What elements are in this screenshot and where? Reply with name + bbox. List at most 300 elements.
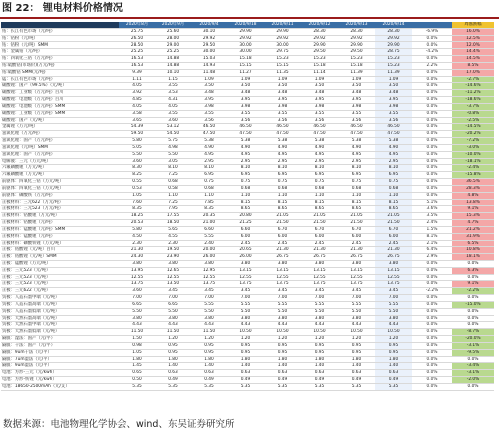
- price-cell: 2.45: [227, 240, 264, 247]
- table-row: [1, 363, 494, 370]
- price-cell: 28.30: [301, 28, 338, 35]
- week-change-cell: 0.0%: [412, 151, 452, 158]
- table-row: [1, 336, 494, 343]
- price-cell: 8.65: [227, 206, 264, 213]
- price-cell: 53.12: [155, 124, 191, 131]
- header-cell: 2020/9/12: [301, 22, 338, 28]
- row-label: 负极：天然石墨中端（元/吨）: [1, 322, 119, 329]
- ytd-change-cell: 10.8%: [452, 247, 494, 254]
- week-change-cell: 0.0%: [412, 274, 452, 281]
- price-cell: 29.92: [227, 35, 264, 42]
- price-cell: 1.50: [119, 336, 155, 343]
- row-label: 碳酸锂：电池级（万元/吨）百川: [1, 97, 119, 104]
- week-change-cell: 0.0%: [412, 356, 452, 363]
- price-cell: 13.95: [119, 267, 155, 274]
- row-label: 氢氧化锂（元/吨）SMM: [1, 144, 119, 151]
- ytd-change-cell: -2.0%: [452, 377, 494, 384]
- price-cell: 0.95: [338, 349, 375, 356]
- price-cell: 0.95: [301, 342, 338, 349]
- price-cell: 29.50: [301, 49, 338, 56]
- price-cell: 12.55: [301, 274, 338, 281]
- price-cell: 1.15: [155, 76, 191, 83]
- price-cell: 3.80: [338, 260, 375, 267]
- price-cell: 3.58: [119, 110, 155, 117]
- price-cell: 20.53: [119, 220, 155, 227]
- row-label: 氢氧化锂：国产（万元/吨）: [1, 151, 119, 158]
- price-cell: 3.92: [119, 90, 155, 97]
- price-cell: 1.40: [264, 363, 301, 370]
- price-cell: 15.23: [375, 62, 412, 69]
- price-cell: 11.39: [338, 69, 375, 76]
- price-cell: 5.38: [375, 138, 412, 145]
- price-cell: 5.55: [191, 233, 227, 240]
- ytd-change-cell: 13.8%: [452, 199, 494, 206]
- price-cell: 3.95: [375, 97, 412, 104]
- ytd-change-cell: -9.5%: [452, 349, 494, 356]
- price-cell: 0.49: [264, 377, 301, 384]
- price-cell: 4.31: [155, 97, 191, 104]
- price-cell: 5.50: [227, 308, 264, 315]
- price-cell: 3.56: [338, 117, 375, 124]
- price-cell: 6.95: [264, 172, 301, 179]
- price-cell: 13.50: [155, 281, 191, 288]
- ytd-change-cell: 0.0%: [452, 260, 494, 267]
- price-cell: 2.95: [227, 158, 264, 165]
- price-cell: 4.50: [119, 233, 155, 240]
- price-cell: 1.09: [375, 76, 412, 83]
- price-cell: 8.10: [301, 165, 338, 172]
- ytd-change-cell: -15.8%: [452, 172, 494, 179]
- price-cell: 4.95: [301, 151, 338, 158]
- price-cell: 8.65: [375, 206, 412, 213]
- table-row: [1, 240, 494, 247]
- price-table: [1, 22, 494, 391]
- price-cell: 3.48: [227, 90, 264, 97]
- price-cell: 0.75: [338, 179, 375, 186]
- price-cell: 7.25: [155, 172, 191, 179]
- price-cell: 15.23: [301, 56, 338, 63]
- table-row: [1, 124, 494, 131]
- ytd-change-cell: 0.0%: [452, 383, 494, 390]
- price-cell: 5.38: [191, 138, 227, 145]
- price-cell: 15.23: [338, 56, 375, 63]
- price-cell: 11.27: [227, 69, 264, 76]
- ytd-change-cell: -18.6%: [452, 97, 494, 104]
- price-cell: 1.80: [264, 356, 301, 363]
- price-cell: 7.00: [119, 295, 155, 302]
- table-row: [1, 288, 494, 295]
- price-cell: 21.05: [338, 213, 375, 220]
- price-cell: 4.95: [227, 151, 264, 158]
- price-cell: 7.00: [375, 295, 412, 302]
- price-cell: 1.20: [338, 336, 375, 343]
- price-cell: 3.56: [264, 117, 301, 124]
- price-cell: 4.95: [375, 151, 412, 158]
- price-cell: 0.75: [375, 179, 412, 186]
- price-cell: 12.55: [119, 274, 155, 281]
- week-change-cell: 5.1%: [412, 199, 452, 206]
- price-cell: 4.43: [338, 322, 375, 329]
- table-row: [1, 192, 494, 199]
- price-cell: 18.50: [155, 220, 191, 227]
- price-cell: 6.70: [264, 226, 301, 233]
- ytd-change-cell: 9.1%: [452, 206, 494, 213]
- price-cell: 5.50: [375, 308, 412, 315]
- row-label: 隔膜：干法：国产（元/平）: [1, 342, 119, 349]
- table-row: [1, 117, 494, 124]
- price-cell: 26.50: [119, 35, 155, 42]
- week-change-cell: 0.0%: [412, 97, 452, 104]
- ytd-change-cell: 31.9%: [452, 233, 494, 240]
- price-cell: 13.15: [264, 267, 301, 274]
- table-row: [1, 260, 494, 267]
- price-cell: 6.95: [375, 172, 412, 179]
- price-cell: 5.38: [301, 138, 338, 145]
- price-cell: 4.43: [227, 322, 264, 329]
- table-row: [1, 356, 494, 363]
- price-cell: 46.50: [338, 124, 375, 131]
- week-change-cell: 0.0%: [412, 322, 452, 329]
- price-cell: 3.45: [301, 288, 338, 295]
- price-cell: 15.23: [264, 56, 301, 63]
- ytd-change-cell: -2.7%: [452, 76, 494, 83]
- price-cell: 4.90: [301, 144, 338, 151]
- price-cell: 1.10: [227, 192, 264, 199]
- price-cell: 10.50: [301, 329, 338, 336]
- price-cell: 29.75: [264, 49, 301, 56]
- week-change-cell: 0.0%: [412, 42, 452, 49]
- price-cell: 3.45: [375, 288, 412, 295]
- table-row: [1, 308, 494, 315]
- price-cell: 59.50: [119, 131, 155, 138]
- table-row: [1, 144, 494, 151]
- price-cell: 15.18: [301, 62, 338, 69]
- price-cell: 47.50: [338, 131, 375, 138]
- price-cell: 11.35: [264, 69, 301, 76]
- week-change-cell: 0.0%: [412, 308, 452, 315]
- price-cell: 8.35: [119, 206, 155, 213]
- price-cell: 6.00: [264, 233, 301, 240]
- ytd-change-cell: 0.0%: [452, 295, 494, 302]
- header-cell: 2020/9/18: [227, 22, 264, 28]
- row-label: 碳酸锂：国产（99.5%）（元/吨）: [1, 83, 119, 90]
- price-cell: 5.35: [264, 383, 301, 390]
- price-cell: 29.90: [375, 42, 412, 49]
- price-cell: 5.50: [301, 308, 338, 315]
- ytd-change-cell: 15.3%: [452, 213, 494, 220]
- price-cell: 3.50: [191, 83, 227, 90]
- row-label: 正极：三元622（元/吨）: [1, 288, 119, 295]
- row-label: 前驱体：四氧化三钴（万元/吨）: [1, 185, 119, 192]
- price-cell: 4.95: [338, 151, 375, 158]
- price-cell: 3.55: [301, 110, 338, 117]
- week-change-cell: 0.0%: [412, 349, 452, 356]
- row-label: 氢氧化锂：国产（万元/吨）: [1, 138, 119, 145]
- table-row: [1, 103, 494, 110]
- price-cell: 29.90: [227, 28, 264, 35]
- week-change-cell: 2.9%: [412, 254, 452, 261]
- price-cell: 5.35: [227, 383, 264, 390]
- table-row: [1, 172, 494, 179]
- price-cell: 0.95: [375, 349, 412, 356]
- row-label: 正极材料：锰酸锂（元/吨）: [1, 233, 119, 240]
- price-cell: 1.10: [338, 192, 375, 199]
- week-change-cell: 0.0%: [412, 179, 452, 186]
- table-body: [1, 28, 494, 390]
- ytd-change-cell: 4.7%: [452, 220, 494, 227]
- week-change-cell: 6.4%: [412, 247, 452, 254]
- table-row: [1, 90, 494, 97]
- price-cell: 29.92: [191, 35, 227, 42]
- row-label: 正极材料：磷酸铁锂（万元/吨）: [1, 240, 119, 247]
- price-cell: 3.56: [301, 117, 338, 124]
- price-cell: 14.88: [155, 56, 191, 63]
- price-cell: 29.92: [338, 35, 375, 42]
- price-cell: 8.15: [264, 199, 301, 206]
- price-cell: 3.98: [227, 103, 264, 110]
- price-cell: 5.35: [338, 383, 375, 390]
- price-cell: 9.39: [119, 69, 155, 76]
- price-cell: 13.75: [227, 281, 264, 288]
- price-cell: 8.10: [155, 165, 191, 172]
- price-cell: 1.80: [227, 356, 264, 363]
- price-cell: 2.45: [375, 240, 412, 247]
- price-cell: 3.80: [264, 260, 301, 267]
- price-cell: 11.50: [191, 329, 227, 336]
- row-label: 隔膜：7um湿法（元/平）: [1, 356, 119, 363]
- table-row: [1, 42, 494, 49]
- price-cell: 29.50: [338, 49, 375, 56]
- price-cell: 0.55: [119, 179, 155, 186]
- price-cell: 10.50: [227, 329, 264, 336]
- price-cell: 11.50: [119, 329, 155, 336]
- price-cell: 5.80: [119, 138, 155, 145]
- price-cell: 5.50: [264, 308, 301, 315]
- price-cell: 0.95: [191, 342, 227, 349]
- price-cell: 1.20: [155, 336, 191, 343]
- ytd-change-cell: 9.1%: [452, 281, 494, 288]
- price-cell: 1.80: [338, 356, 375, 363]
- price-cell: 1.10: [264, 192, 301, 199]
- price-cell: 7.00: [264, 295, 301, 302]
- price-cell: 13.15: [375, 267, 412, 274]
- week-change-cell: 0.0%: [412, 301, 452, 308]
- price-cell: 30.00: [227, 42, 264, 49]
- table-row: [1, 138, 494, 145]
- price-cell: 5.38: [227, 138, 264, 145]
- week-change-cell: 2.2%: [412, 62, 452, 69]
- price-cell: 0.63: [264, 370, 301, 377]
- week-change-cell: 0.0%: [412, 110, 452, 117]
- table-row: [1, 254, 494, 261]
- price-cell: 3.45: [155, 288, 191, 295]
- ytd-change-cell: -3.4%: [452, 363, 494, 370]
- row-label: 氢氧化锂（万元/吨）: [1, 131, 119, 138]
- price-cell: 7.60: [119, 199, 155, 206]
- price-cell: 2.95: [264, 158, 301, 165]
- price-cell: 7.00: [338, 295, 375, 302]
- price-cell: 0.68: [227, 185, 264, 192]
- price-cell: 3.80: [191, 260, 227, 267]
- price-cell: 3.55: [155, 83, 191, 90]
- price-cell: 13.75: [338, 281, 375, 288]
- price-cell: 3.50: [264, 83, 301, 90]
- price-cell: 21.30: [119, 247, 155, 254]
- price-cell: 6.65: [119, 301, 155, 308]
- table-row: [1, 69, 494, 76]
- price-cell: 7.00: [227, 295, 264, 302]
- row-label: 负极：天然石墨低端（元/吨）: [1, 329, 119, 336]
- price-cell: 24.30: [119, 254, 155, 261]
- price-cell: 21.30: [338, 247, 375, 254]
- price-cell: 1.09: [191, 76, 227, 83]
- price-cell: 4.90: [375, 144, 412, 151]
- price-cell: 6.95: [227, 172, 264, 179]
- price-cell: 54.39: [119, 124, 155, 131]
- ytd-change-cell: -18.1%: [452, 158, 494, 165]
- price-cell: 3.98: [191, 103, 227, 110]
- price-cell: 5.50: [119, 308, 155, 315]
- week-change-cell: 0.0%: [412, 158, 452, 165]
- price-cell: 0.68: [191, 185, 227, 192]
- price-cell: 15.15: [264, 62, 301, 69]
- price-cell: 13.75: [119, 281, 155, 288]
- table-row: [1, 56, 494, 63]
- price-cell: 1.09: [264, 76, 301, 83]
- price-cell: 12.55: [155, 274, 191, 281]
- price-cell: 18.25: [119, 213, 155, 220]
- price-cell: 6.65: [155, 301, 191, 308]
- row-label: 负极：人造石墨高端（元/吨）: [1, 301, 119, 308]
- table-row: [1, 213, 494, 220]
- row-label: 隔膜：湿法：国产（元/平）: [1, 336, 119, 343]
- price-cell: 1.10: [301, 192, 338, 199]
- price-cell: 3.55: [191, 110, 227, 117]
- source-note: 数据来源：电池物理化学协会、wind、东吴证券研究所: [3, 419, 235, 430]
- row-label: 金属锂（万元/吨）: [1, 124, 119, 131]
- price-cell: 7.25: [155, 199, 191, 206]
- price-cell: 21.50: [301, 220, 338, 227]
- ytd-change-cell: 16.0%: [452, 28, 494, 35]
- row-label: 碳酸锂：工业级（万元/吨）SMM: [1, 110, 119, 117]
- row-label: 正极：三元523（元/吨）: [1, 267, 119, 274]
- price-cell: 4.90: [264, 144, 301, 151]
- price-cell: 8.65: [301, 206, 338, 213]
- price-cell: 13.75: [264, 281, 301, 288]
- price-cell: 4.43: [119, 322, 155, 329]
- price-cell: 23.90: [155, 254, 191, 261]
- table-row: [1, 349, 494, 356]
- price-cell: 21.50: [264, 220, 301, 227]
- price-cell: 12.95: [191, 267, 227, 274]
- ytd-change-cell: 21.2%: [452, 226, 494, 233]
- price-cell: 3.80: [301, 260, 338, 267]
- price-cell: 0.95: [155, 349, 191, 356]
- price-cell: 3.98: [301, 103, 338, 110]
- table-row: [1, 179, 494, 186]
- price-cell: 0.68: [375, 185, 412, 192]
- price-cell: 6.95: [191, 172, 227, 179]
- price-cell: 29.90: [264, 28, 301, 35]
- week-change-cell: 0.0%: [412, 281, 452, 288]
- ytd-change-cell: 14.4%: [452, 49, 494, 56]
- price-cell: 30.00: [227, 49, 264, 56]
- price-cell: 15.18: [338, 62, 375, 69]
- price-cell: 26.00: [227, 254, 264, 261]
- price-cell: 3.98: [264, 103, 301, 110]
- price-table-container: [1, 22, 494, 413]
- price-cell: 5.80: [119, 226, 155, 233]
- table-row: [1, 62, 494, 69]
- price-cell: 3.50: [227, 83, 264, 90]
- row-label: 六氟磷酸锂（万元/吨）: [1, 165, 119, 172]
- price-cell: 30.00: [191, 49, 227, 56]
- week-change-cell: 0.0%: [412, 336, 452, 343]
- price-cell: 0.68: [264, 185, 301, 192]
- price-cell: 6.00: [338, 233, 375, 240]
- price-cell: 0.95: [155, 342, 191, 349]
- price-cell: 6.70: [375, 226, 412, 233]
- price-cell: 15.18: [227, 56, 264, 63]
- price-cell: 3.56: [227, 117, 264, 124]
- price-cell: 2.40: [191, 240, 227, 247]
- ytd-change-cell: -14.6%: [452, 83, 494, 90]
- price-cell: 0.95: [227, 349, 264, 356]
- price-cell: 1.80: [155, 356, 191, 363]
- price-cell: 3.55: [264, 110, 301, 117]
- price-cell: 3.80: [155, 260, 191, 267]
- week-change-cell: 2.1%: [412, 240, 452, 247]
- price-cell: 1.10: [375, 192, 412, 199]
- price-cell: 1.40: [375, 363, 412, 370]
- price-cell: 47.50: [191, 131, 227, 138]
- price-cell: 8.15: [338, 199, 375, 206]
- price-cell: 1.20: [264, 336, 301, 343]
- price-cell: 26.75: [338, 254, 375, 261]
- price-cell: 8.65: [338, 206, 375, 213]
- row-label: 碳酸锂：国产（元/吨）: [1, 117, 119, 124]
- table-row: [1, 329, 494, 336]
- price-cell: 3.53: [155, 90, 191, 97]
- price-cell: 16.53: [119, 56, 155, 63]
- price-cell: 6.00: [375, 233, 412, 240]
- price-cell: 46.50: [227, 124, 264, 131]
- price-cell: 0.49: [338, 377, 375, 384]
- title-rule: [0, 17, 499, 19]
- ytd-change-cell: -2.4%: [452, 165, 494, 172]
- ytd-change-cell: 4.8%: [452, 192, 494, 199]
- row-label: 正极材料：三元622（万元/吨）: [1, 199, 119, 206]
- week-change-cell: 2.4%: [412, 220, 452, 227]
- price-cell: 15.23: [375, 56, 412, 63]
- ytd-change-cell: 17.0%: [452, 69, 494, 76]
- price-cell: 13.75: [191, 281, 227, 288]
- price-cell: 1.40: [301, 363, 338, 370]
- price-cell: 1.40: [155, 363, 191, 370]
- price-cell: 21.25: [227, 220, 264, 227]
- price-cell: 4.43: [375, 322, 412, 329]
- price-cell: 3.50: [375, 83, 412, 90]
- price-cell: 3.60: [119, 158, 155, 165]
- header-cell: 2020/9/4: [191, 22, 227, 28]
- price-cell: 1.80: [119, 356, 155, 363]
- price-cell: 11.14: [301, 69, 338, 76]
- row-label: 隔膜：9um湿法（元/平）: [1, 363, 119, 370]
- ytd-change-cell: -3.1%: [452, 370, 494, 377]
- row-label: 正极材料：三元523（万元/吨）: [1, 206, 119, 213]
- price-cell: 47.50: [264, 131, 301, 138]
- price-cell: 5.55: [227, 301, 264, 308]
